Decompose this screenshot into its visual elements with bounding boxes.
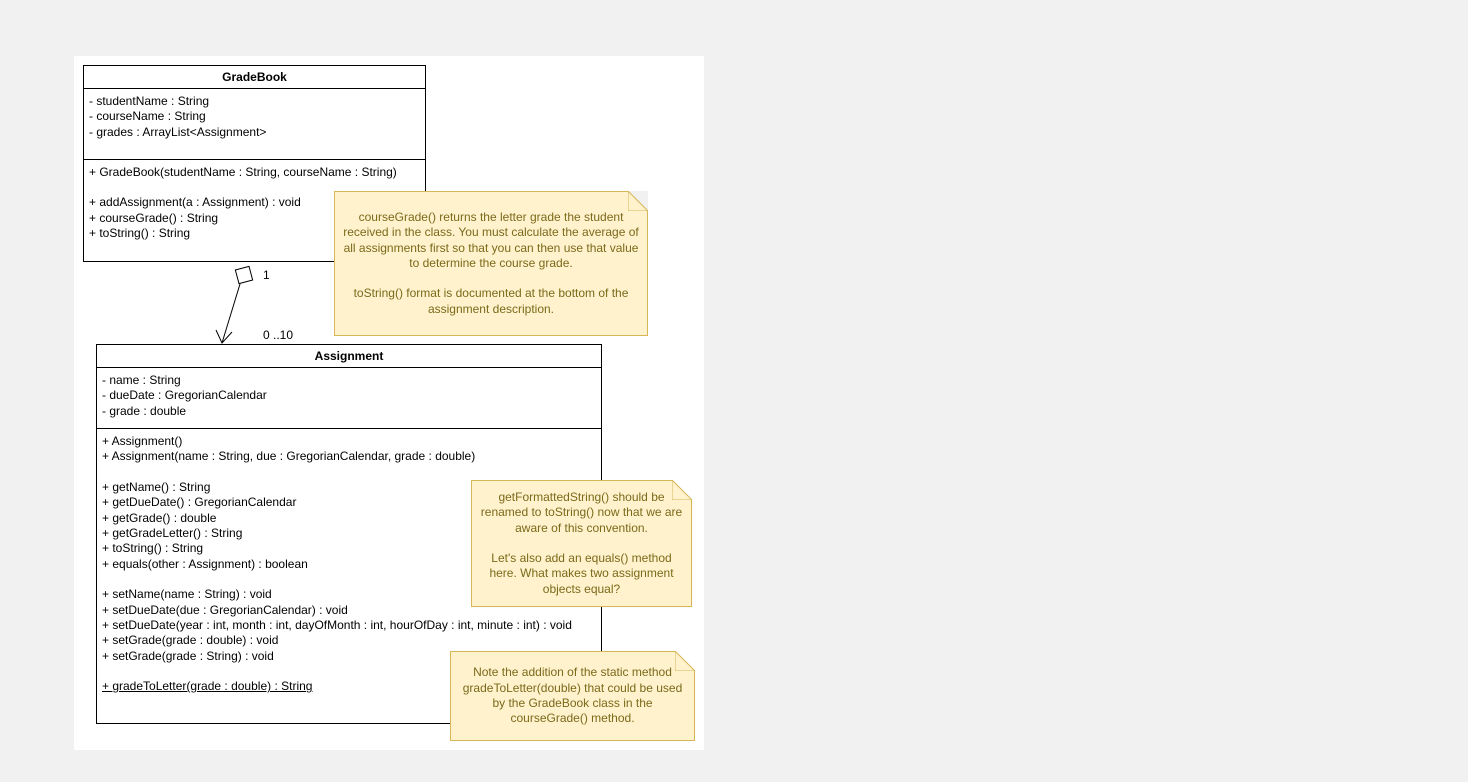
assignment-setter: + setGrade(grade : double) : void xyxy=(102,633,279,648)
assignment-getter: + equals(other : Assignment) : boolean xyxy=(102,556,308,571)
assignment-constructor: + Assignment(name : String, due : GregorianCalendar, grade : double) xyxy=(102,449,476,464)
gradebook-method: + courseGrade() : String xyxy=(89,210,219,225)
assignment-constructor: + Assignment() xyxy=(102,434,183,448)
note-formatted-string[interactable] xyxy=(471,480,692,607)
assignment-class-title: Assignment xyxy=(97,345,601,368)
gradebook-class-title: GradeBook xyxy=(84,66,425,89)
assignment-setter: + setDueDate(due : GregorianCalendar) : void xyxy=(102,602,348,617)
assignment-getter: + getGrade() : double xyxy=(102,510,217,525)
note-text: getFormattedString() should be renamed to toString() now that we are aware of this convention. xyxy=(480,490,683,535)
assignment-attribute: - grade : double xyxy=(102,403,187,418)
note-fold-icon xyxy=(672,480,692,500)
gradebook-constructor: + GradeBook(studentName : String, courseName : String) xyxy=(89,165,397,179)
note-text: Note the addition of the static method gradeToLetter(double) that could be used by the GradeBook class in the courseGrade() method. xyxy=(462,665,683,726)
gradebook-attribute: - courseName : String xyxy=(89,109,206,124)
assignment-attribute: - dueDate : GregorianCalendar xyxy=(102,388,267,403)
assignment-getter: + getGradeLetter() : String xyxy=(102,526,243,541)
source-multiplicity: 1 xyxy=(263,268,270,282)
assignment-getter: + getDueDate() : GregorianCalendar xyxy=(102,495,297,510)
note-text: toString() format is documented at the bottom of the assignment description. xyxy=(353,286,629,316)
assignment-attributes xyxy=(97,368,601,428)
gradebook-attributes xyxy=(84,89,425,159)
assignment-static-method: + gradeToLetter(grade : double) : String xyxy=(102,679,313,694)
association-line xyxy=(222,284,240,343)
note-static-method[interactable] xyxy=(450,651,695,741)
assignment-setter: + setGrade(grade : String) : void xyxy=(102,648,274,663)
note-fold-icon xyxy=(628,191,648,211)
gradebook-method: + addAssignment(a : Assignment) : void xyxy=(89,195,301,210)
note-text: Let's also add an equals() method here. What makes two assignment objects equal? xyxy=(489,551,674,596)
aggregation-diamond-icon xyxy=(230,261,257,288)
assignment-getter: + toString() : String xyxy=(102,541,204,556)
assignment-getter: + getName() : String xyxy=(102,479,211,494)
note-text: courseGrade() returns the letter grade the student received in the class. You must calculate the average of all assignments first so that you can then use that value to determine the course grade. xyxy=(343,210,639,270)
note-course-grade[interactable] xyxy=(334,191,648,336)
gradebook-attribute: - grades : ArrayList<Assignment> xyxy=(89,124,267,139)
gradebook-method: + toString() : String xyxy=(89,226,191,241)
assignment-attribute: - name : String xyxy=(102,373,181,387)
assignment-setter: + setName(name : String) : void xyxy=(102,587,272,602)
assignment-setter: + setDueDate(year : int, month : int, dayOfMonth : int, hourOfDay : int, minute : int) : void xyxy=(102,618,572,633)
target-multiplicity: 0 ..10 xyxy=(263,328,294,342)
note-fold-icon xyxy=(675,651,695,671)
gradebook-attribute: - studentName : String xyxy=(89,94,210,108)
